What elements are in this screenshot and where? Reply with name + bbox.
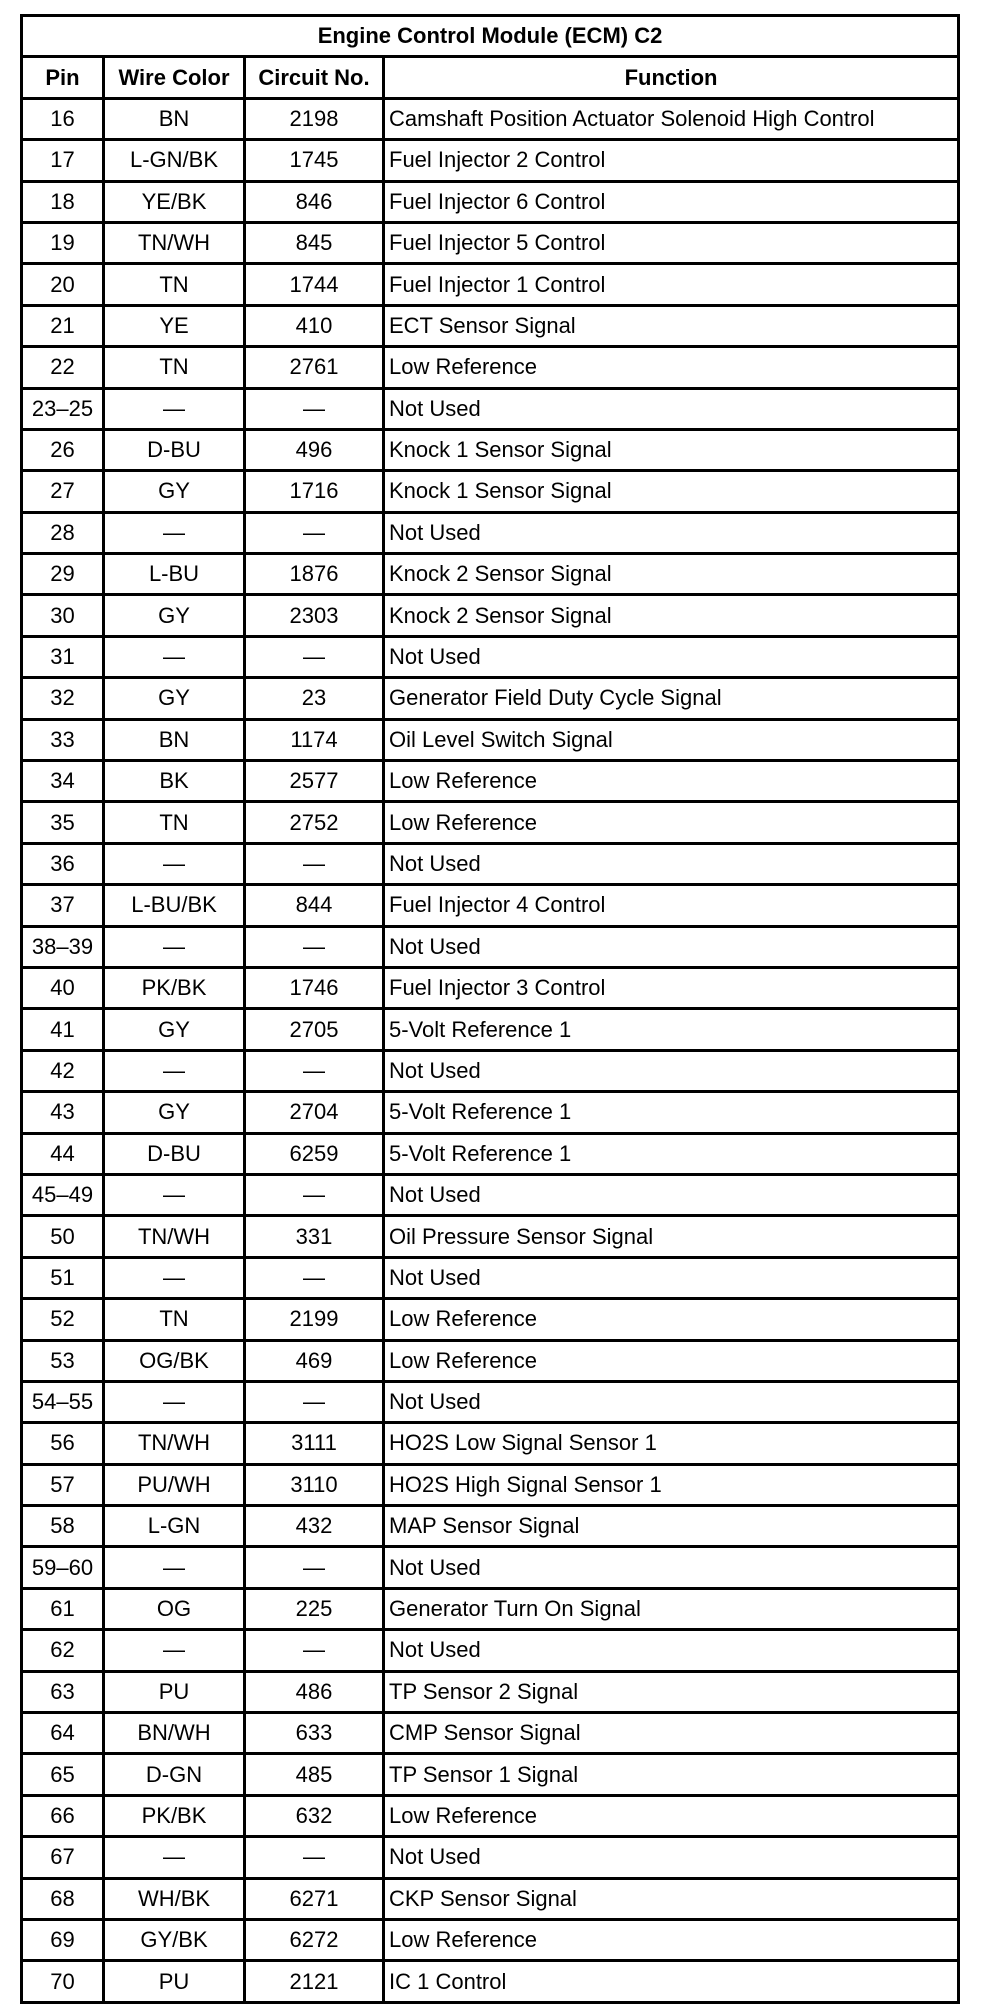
cell-circuit-no: 225 [245,1588,384,1629]
cell-circuit-no: 23 [245,678,384,719]
table-title: Engine Control Module (ECM) C2 [22,16,959,57]
cell-circuit-no: 485 [245,1754,384,1795]
cell-function: Camshaft Position Actuator Solenoid High Control [384,98,959,139]
cell-function: Low Reference [384,1299,959,1340]
cell-wire-color: GY/BK [104,1919,245,1960]
cell-function: Oil Level Switch Signal [384,719,959,760]
cell-pin: 51 [22,1257,104,1298]
cell-circuit-no: — [245,1257,384,1298]
cell-wire-color: — [104,1174,245,1215]
cell-pin: 57 [22,1464,104,1505]
cell-function: Not Used [384,1257,959,1298]
cell-function: Low Reference [384,1919,959,1960]
cell-function: Knock 1 Sensor Signal [384,429,959,470]
cell-circuit-no: 633 [245,1713,384,1754]
table-row [22,222,959,263]
cell-wire-color: — [104,636,245,677]
cell-pin: 26 [22,429,104,470]
cell-wire-color: TN/WH [104,1216,245,1257]
cell-circuit-no: 3111 [245,1423,384,1464]
cell-pin: 68 [22,1878,104,1919]
table-row [22,1878,959,1919]
table-row [22,885,959,926]
table-row [22,1423,959,1464]
ecm-c2-pinout-table [20,14,960,2004]
cell-pin: 20 [22,264,104,305]
cell-pin: 53 [22,1340,104,1381]
cell-pin: 62 [22,1630,104,1671]
table-row [22,1506,959,1547]
cell-circuit-no: 2303 [245,595,384,636]
cell-circuit-no: 432 [245,1506,384,1547]
cell-wire-color: TN [104,264,245,305]
table-row [22,1299,959,1340]
cell-circuit-no: — [245,1547,384,1588]
cell-circuit-no: 2577 [245,761,384,802]
cell-pin: 35 [22,802,104,843]
cell-wire-color: BN [104,719,245,760]
cell-wire-color: TN [104,802,245,843]
cell-pin: 16 [22,98,104,139]
table-title-row [22,16,959,57]
table-row [22,1340,959,1381]
cell-circuit-no: 410 [245,305,384,346]
cell-function: Fuel Injector 1 Control [384,264,959,305]
table-row [22,512,959,553]
cell-wire-color: PU [104,1671,245,1712]
cell-function: 5-Volt Reference 1 [384,1009,959,1050]
cell-function: Not Used [384,1174,959,1215]
cell-function: Fuel Injector 5 Control [384,222,959,263]
cell-wire-color: TN/WH [104,1423,245,1464]
cell-circuit-no: 2704 [245,1092,384,1133]
cell-wire-color: D-GN [104,1754,245,1795]
cell-wire-color: GY [104,471,245,512]
cell-function: Not Used [384,512,959,553]
cell-pin: 56 [22,1423,104,1464]
table-row [22,802,959,843]
cell-pin: 64 [22,1713,104,1754]
cell-function: HO2S High Signal Sensor 1 [384,1464,959,1505]
cell-circuit-no: 1744 [245,264,384,305]
cell-pin: 38–39 [22,926,104,967]
cell-wire-color: L-BU [104,554,245,595]
cell-function: TP Sensor 1 Signal [384,1754,959,1795]
cell-wire-color: PK/BK [104,967,245,1008]
cell-circuit-no: 2121 [245,1961,384,2002]
cell-circuit-no: — [245,843,384,884]
cell-circuit-no: 3110 [245,1464,384,1505]
table-row [22,1216,959,1257]
cell-pin: 28 [22,512,104,553]
cell-function: CKP Sensor Signal [384,1878,959,1919]
cell-wire-color: L-GN [104,1506,245,1547]
cell-circuit-no: — [245,512,384,553]
cell-circuit-no: — [245,1174,384,1215]
cell-circuit-no: 1746 [245,967,384,1008]
cell-function: HO2S Low Signal Sensor 1 [384,1423,959,1464]
table-row [22,678,959,719]
cell-wire-color: — [104,1257,245,1298]
cell-function: Fuel Injector 2 Control [384,140,959,181]
cell-pin: 43 [22,1092,104,1133]
cell-wire-color: L-BU/BK [104,885,245,926]
table-row [22,967,959,1008]
cell-function: Low Reference [384,802,959,843]
cell-circuit-no: 486 [245,1671,384,1712]
column-header-pin: Pin [22,57,104,98]
cell-pin: 52 [22,1299,104,1340]
cell-function: Not Used [384,1547,959,1588]
table-row [22,140,959,181]
table-row [22,429,959,470]
cell-function: Low Reference [384,347,959,388]
table-header-row [22,57,959,98]
cell-function: Knock 2 Sensor Signal [384,595,959,636]
cell-function: TP Sensor 2 Signal [384,1671,959,1712]
table-row [22,1713,959,1754]
cell-pin: 30 [22,595,104,636]
cell-pin: 69 [22,1919,104,1960]
table-row [22,636,959,677]
cell-circuit-no: 1745 [245,140,384,181]
cell-function: Not Used [384,1050,959,1091]
cell-pin: 29 [22,554,104,595]
table-row [22,1961,959,2002]
cell-wire-color: PK/BK [104,1795,245,1836]
table-row [22,264,959,305]
cell-circuit-no: — [245,1837,384,1878]
cell-pin: 58 [22,1506,104,1547]
cell-pin: 45–49 [22,1174,104,1215]
cell-function: Not Used [384,1381,959,1422]
cell-function: Not Used [384,1630,959,1671]
cell-pin: 23–25 [22,388,104,429]
cell-wire-color: WH/BK [104,1878,245,1919]
cell-pin: 22 [22,347,104,388]
cell-function: Generator Turn On Signal [384,1588,959,1629]
cell-circuit-no: — [245,1630,384,1671]
cell-function: IC 1 Control [384,1961,959,2002]
cell-wire-color: PU/WH [104,1464,245,1505]
cell-function: Generator Field Duty Cycle Signal [384,678,959,719]
cell-pin: 31 [22,636,104,677]
cell-pin: 33 [22,719,104,760]
table-row [22,1257,959,1298]
cell-function: Low Reference [384,1795,959,1836]
cell-function: Knock 2 Sensor Signal [384,554,959,595]
cell-function: Fuel Injector 3 Control [384,967,959,1008]
cell-wire-color: D-BU [104,429,245,470]
cell-circuit-no: 496 [245,429,384,470]
cell-pin: 32 [22,678,104,719]
table-row [22,843,959,884]
cell-function: Low Reference [384,761,959,802]
column-header-wire-color: Wire Color [104,57,245,98]
cell-function: Not Used [384,1837,959,1878]
column-header-circuit-no: Circuit No. [245,57,384,98]
table-row [22,1671,959,1712]
table-row [22,1837,959,1878]
cell-pin: 42 [22,1050,104,1091]
cell-circuit-no: 2199 [245,1299,384,1340]
table-row [22,1754,959,1795]
table-row [22,1133,959,1174]
cell-circuit-no: — [245,388,384,429]
cell-function: Fuel Injector 4 Control [384,885,959,926]
cell-function: MAP Sensor Signal [384,1506,959,1547]
cell-circuit-no: 6259 [245,1133,384,1174]
cell-wire-color: — [104,1630,245,1671]
table-row [22,926,959,967]
cell-wire-color: GY [104,1009,245,1050]
table-row [22,1547,959,1588]
cell-wire-color: TN [104,1299,245,1340]
cell-wire-color: YE [104,305,245,346]
cell-function: Not Used [384,843,959,884]
cell-pin: 36 [22,843,104,884]
cell-function: Not Used [384,388,959,429]
cell-function: Not Used [384,636,959,677]
table-row [22,1795,959,1836]
table-row [22,347,959,388]
cell-wire-color: — [104,1837,245,1878]
cell-circuit-no: 846 [245,181,384,222]
cell-pin: 59–60 [22,1547,104,1588]
cell-wire-color: — [104,1050,245,1091]
cell-wire-color: OG/BK [104,1340,245,1381]
cell-circuit-no: — [245,1381,384,1422]
cell-circuit-no: 2705 [245,1009,384,1050]
cell-circuit-no: — [245,1050,384,1091]
cell-pin: 70 [22,1961,104,2002]
cell-pin: 19 [22,222,104,263]
cell-pin: 65 [22,1754,104,1795]
cell-circuit-no: 844 [245,885,384,926]
table-row [22,595,959,636]
cell-function: 5-Volt Reference 1 [384,1133,959,1174]
cell-wire-color: PU [104,1961,245,2002]
table-row [22,1588,959,1629]
table-row [22,181,959,222]
cell-circuit-no: 6272 [245,1919,384,1960]
cell-pin: 18 [22,181,104,222]
cell-wire-color: BN [104,98,245,139]
cell-pin: 41 [22,1009,104,1050]
cell-wire-color: — [104,512,245,553]
table-row [22,1919,959,1960]
cell-pin: 40 [22,967,104,1008]
cell-circuit-no: 2752 [245,802,384,843]
table-row [22,388,959,429]
table-row [22,1464,959,1505]
table-row [22,719,959,760]
table-row [22,471,959,512]
cell-function: Knock 1 Sensor Signal [384,471,959,512]
cell-circuit-no: — [245,636,384,677]
table-row [22,554,959,595]
cell-pin: 37 [22,885,104,926]
cell-wire-color: GY [104,678,245,719]
cell-function: 5-Volt Reference 1 [384,1092,959,1133]
cell-pin: 50 [22,1216,104,1257]
cell-circuit-no: 1174 [245,719,384,760]
table-row [22,98,959,139]
cell-circuit-no: 331 [245,1216,384,1257]
table-row [22,305,959,346]
cell-pin: 54–55 [22,1381,104,1422]
cell-pin: 67 [22,1837,104,1878]
cell-pin: 44 [22,1133,104,1174]
cell-wire-color: GY [104,595,245,636]
cell-circuit-no: 6271 [245,1878,384,1919]
cell-function: ECT Sensor Signal [384,305,959,346]
cell-pin: 27 [22,471,104,512]
table-body [22,98,959,2002]
cell-wire-color: YE/BK [104,181,245,222]
table-row [22,1050,959,1091]
table-row [22,1174,959,1215]
cell-function: Oil Pressure Sensor Signal [384,1216,959,1257]
cell-function: Low Reference [384,1340,959,1381]
cell-wire-color: — [104,926,245,967]
cell-function: Fuel Injector 6 Control [384,181,959,222]
table-row [22,1009,959,1050]
cell-circuit-no: 1876 [245,554,384,595]
column-header-function: Function [384,57,959,98]
cell-pin: 17 [22,140,104,181]
cell-wire-color: GY [104,1092,245,1133]
cell-circuit-no: 632 [245,1795,384,1836]
cell-wire-color: — [104,388,245,429]
cell-circuit-no: 845 [245,222,384,263]
cell-wire-color: TN/WH [104,222,245,263]
cell-circuit-no: 2198 [245,98,384,139]
table-row [22,761,959,802]
cell-wire-color: — [104,843,245,884]
cell-pin: 34 [22,761,104,802]
table-row [22,1381,959,1422]
table-row [22,1092,959,1133]
cell-wire-color: — [104,1381,245,1422]
cell-wire-color: BN/WH [104,1713,245,1754]
cell-pin: 61 [22,1588,104,1629]
cell-function: Not Used [384,926,959,967]
cell-wire-color: OG [104,1588,245,1629]
cell-wire-color: D-BU [104,1133,245,1174]
cell-function: CMP Sensor Signal [384,1713,959,1754]
cell-wire-color: L-GN/BK [104,140,245,181]
cell-wire-color: BK [104,761,245,802]
cell-circuit-no: — [245,926,384,967]
cell-circuit-no: 2761 [245,347,384,388]
cell-pin: 63 [22,1671,104,1712]
cell-pin: 21 [22,305,104,346]
cell-pin: 66 [22,1795,104,1836]
cell-wire-color: TN [104,347,245,388]
cell-circuit-no: 469 [245,1340,384,1381]
cell-circuit-no: 1716 [245,471,384,512]
cell-wire-color: — [104,1547,245,1588]
table-row [22,1630,959,1671]
